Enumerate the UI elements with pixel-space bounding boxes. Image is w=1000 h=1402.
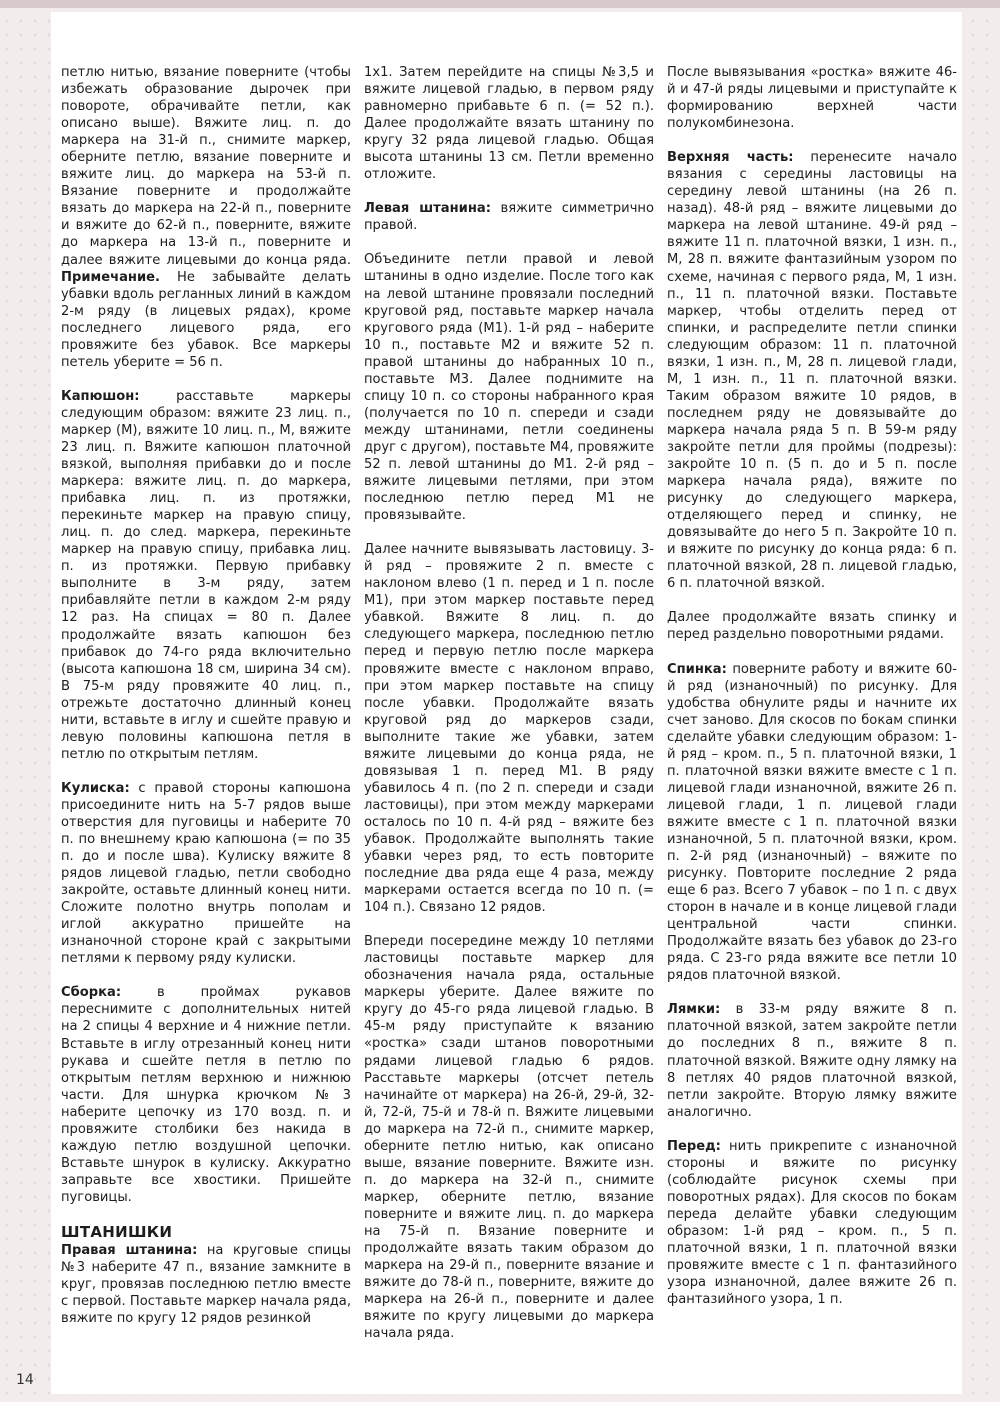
page-number: 14 [16,1372,34,1388]
paragraph-right-leg-continued: 1х1. Затем перейдите на спицы №3,5 и вяжите лицевой гладью, в первом ряду равномерно прибавьте 6 п. (= 52 п.). Далее продолжайте вязать штанину по кругу 32 ряда лицевой гладью. Общая высота штанины 13 см. Петли временно отложите. [364,65,654,183]
paragraph-top-part [667,149,957,592]
paragraph-gusset: Далее начните вывязывать ластовицу. 3-й ряд – провяжите 2 п. вместе с наклоном влево (1 п. перед и 1 п. после М1), при этом маркер поставьте перед убавкой. Вяжите 8 лиц. п. до следующего маркера, последнюю петлю перед и первую петлю после маркера провяжите вместе с наклоном вправо, при этом маркер поставьте на спицу после убавки. Продолжайте вязать круговой ряд до маркеров сзади, выполните такие же убавки, затем вяжите лицевыми до конца ряда, не довязывая 1 п. перед М1. В ряду убавилось 4 п. (по 2 п. спереди и сзади ластовицы), при этом между маркерами осталось по 10 п. 4-й ряд – вяжите без убавок. Продолжайте выполнять такие убавки через ряд, то есть повторите последние два ряда еще 4 раза, между маркерами остается всегда по 10 п. (= 104 п.). Связано 12 рядов. [364,542,654,916]
paragraph-hood [61,388,351,763]
hood-label: Капюшон: [61,388,140,404]
straps-label: Лямки: [667,1002,721,1018]
right-leg-label: Правая штанина: [61,1243,198,1258]
left-leg-label: Левая штанина: [364,201,491,217]
paragraph-front [667,1138,957,1308]
front-label: Перед: [667,1138,721,1154]
paragraph-back [667,661,957,985]
top-part-label: Верхняя часть: [667,150,794,166]
paragraph-straps [667,1001,957,1120]
straps-text: в 33-м ряду вяжите 8 п. платочной вязкой, затем закройте петли до последних 8 п., вяжите 8 п. платочной вязкой. Вяжите одну лямку на 8 петлях 40 рядов платочной вязкой, петли закройте. Вторую лямку вяжите аналогично. [667,1002,957,1120]
assembly-label: Сборка: [61,985,122,1001]
paragraph-short-rows: Впереди посередине между 10 петлями ластовицы поставьте маркер для обозначения начала ряда, остальные маркеры уберите. Далее вяжите по кругу до 45-го ряда лицевой гладью. В 45-м ряду приступайте к вязанию «ростка» сзади штанов поворотными рядами лицевой гладью 6 рядов. Расставьте маркеры (отсчет петель начинайте от маркера) на 26-й, 29-й, 32-й, 72-й, 75-й и 78-й п. Вяжите лицевыми до маркера на 72-й п., снимите маркер, оберните петлю нитью, как описано выше, вязание поверните. Вяжите изн. п. до маркера на 32-й п., снимите маркер, оберните петлю, вязание поверните и вяжите лиц. п. до маркера на 75-й п. Вязание поверните и продолжайте вязать таким образом до маркера на 29-й п., поверните вязание и вяжите до 78-й п., поверните, вяжите до маркера на 26-й п., поверните и далее вяжите по кругу лицевыми до маркера начала ряда. [364,934,654,1342]
drawstring-label: Кулиска: [61,780,130,796]
section-heading-pants: ШТАНИШКИ [61,1223,173,1241]
paragraph-right-leg [61,1242,351,1327]
right-leg-text: на круговые спицы №3 наберите 47 п., вязание замкните в круг, провязав последнюю петлю вместе с первой. Поставьте маркер начала ряда, вяжите по кругу 12 рядов резинкой [61,1243,351,1327]
hood-text: расставьте маркеры следующим образом: вяжите 23 лиц. п., маркер (М), вяжите 10 лиц. п., М, вяжите 23 лиц. п. Вяжите капюшон платочной вязкой, выполняя прибавки до и после маркера: вяжите лиц. п. до маркера, прибавка лиц. п. из протяжки, перекиньте маркер на правую спицу, лиц. п. до след. маркера, перекиньте маркер на правую спицу, прибавка лиц. п. из протяжки. Первую прибавку выполните в 3-м ряду, затем прибавляйте петли в каждом 2-м ряду 12 раз. На спицах = 80 п. Далее продолжайте вязать капюшон без прибавок до 74-го ряда включительно (высота капюшона 18 см, ширина 34 см). В 75-м ряду провяжите 40 лиц. п., отрежьте достаточно длинный конец нити, вставьте в иглу и сшейте правую и левую половины капюшона петля в петлю по открытым петлям. [61,388,351,762]
paragraph-drawstring [61,780,351,968]
text-column-3 [667,64,957,1308]
left-leg-text: вяжите симметрично правой. [364,201,655,234]
paragraph-raglan-continued [61,64,351,371]
page-sheet [51,12,962,1394]
paragraph-left-leg [364,200,654,234]
note-text: Не забывайте делать убавки вдоль регланных линий в каждом 2-м ряду (в лицевых рядах), кроме последнего лицевого ряда, его провяжите без убавок. Все маркеры петель уберите = 56 п. [61,269,351,370]
top-border-strip [0,0,1000,8]
text-column-1 [61,64,351,1327]
paragraph-after-short-rows: После вывязывания «ростка» вяжите 46-й и 47-й ряды лицевыми и приступайте к формированию верхней части полукомбинезона. [667,65,957,132]
assembly-text: в проймах рукавов переснимите с дополнительных нитей на 2 спицы 4 верхние и 4 нижние петли. Вставьте в иглу отрезанный конец нити рукава и сшейте петля в петлю по открытым петлям верхнюю и нижнюю части. Для шнурка крючком №3 наберите цепочку из 170 возд. п. и провяжите столбики без накида в каждую петлю воздушной цепочки. Вставьте шнурок в кулиску. Аккуратно заправьте все хвостики. Пришейте пуговицы. [61,985,351,1205]
back-text: поверните работу и вяжите 60-й ряд (изнаночный) по рисунку. Для удобства обнулите ряды и начните их счет заново. Для скосов по бокам спинки сделайте убавки следующим образом: 1-й ряд – кром. п., 5 п. платочной вязки, 1 п. платочной вязки вяжите вместе с 1 п. лицевой глади изнаночной, вяжите 26 п. лицевой глади, 1 п. лицевой глади вяжите вместе с 1 п. платочной вязки изнаночной, 5 п. платочной вязки, кром. п. 2-й ряд (изнаночный) – вяжите по рисунку. Повторите последние 2 ряда еще 6 раз. Всего 7 убавок – по 1 п. с двух сторон в начале и в конце лицевой глади центральной части спинки. Продолжайте вязать без убавок до 23-го ряда. С 23-го ряда вяжите все петли 10 рядов платочной вязкой. [667,661,957,984]
front-text: нить прикрепите с изнаночной стороны и вяжите по рисунку (соблюдайте рисунок схемы при поворотных рядах). Для скосов по бокам переда делайте убавки следующим образом: 1-й ряд – кром. п., 5 п. платочной вязки, 1 п. платочной вязки провяжите вместе с 1 п. фантазийного узора изнаночной, далее вяжите 26 п. фантазийного узора, 1 п. [667,1138,957,1308]
drawstring-text: с правой стороны капюшона присоедините нить на 5-7 рядов выше отверстия для пуговицы и наберите 70 п. по внешнему краю капюшона (= по 35 п. до и после шва). Кулиску вяжите 8 рядов лицевой гладью, петли свободно закройте, оставьте длинный конец нити. Сложите полотно внутрь пополам и иглой аккуратно пришейте на изнаночной стороне край с закрытыми петлями к первому ряду кулиски. [61,780,351,967]
paragraph-assembly [61,984,351,1206]
paragraph-text: петлю нитью, вязание поверните (чтобы избежать образование дырочек при повороте, обрачивайте петли, как описано выше). Вяжите лиц. п. до маркера на 31-й п., снимите маркер, оберните петлю, вязание поверните и вяжите лиц. до маркера на 53-й п. Вязание поверните и продолжайте вязать до маркера на 22-й п., поверните и вяжите до 62-й п., поверните, вяжите до маркера на 13-й п., поверните и далее вяжите лицевыми до конца ряда. [61,65,351,268]
paragraph-separate-rows: Далее продолжайте вязать спинку и перед раздельно поворотными рядами. [667,610,957,643]
note-label: Примечание. [61,269,160,285]
back-label: Спинка: [667,661,727,677]
top-part-text: перенесите начало вязания с середины ластовицы на середину левой штанины (на 26 п. назад). 48-й ряд – вяжите лицевыми до маркера на левой штанине. 49-й ряд – вяжите 11 п. платочной вязки, 1 изн. п., М, 28 п. вяжите фантазийным узором по схеме, начиная с первого ряда, М, 1 изн. п., 11 п. платочной вязки. Поставьте маркер, чтобы отделить перед от спинки, и распределите петли спинки следующим образом: 11 п. платочной вязки, 1 изн. п., М, 28 п. лицевой глади, М, 1 изн. п., 11 п. платочной вязки. Таким образом вяжите 10 рядов, в последнем ряду не довязывайте до маркера начала ряда 5 п. В 59-м ряду закройте петли для проймы (подрезы): закройте 10 п. (5 п. до и 5 п. после маркера начала ряда), вяжите по рисунку до следующего маркера, отделяющего перед и спинку, не довязывайте до него 5 п. Закройте 10 п. и вяжите по рисунку до конца ряда: 6 п. платочной вязкой, 28 п. лицевой гладью, 6 п. платочной вязкой. [667,150,957,592]
text-column-2 [364,64,654,1342]
paragraph-join-legs: Объедините петли правой и левой штанины в одно изделие. После того как на левой штанине провязали последний круговой ряд, поставьте маркер начала кругового ряда (М1). 1-й ряд – наберите 10 п., поставьте М2 и вяжите 52 п. правой штанины до набранных 10 п., поставьте М3. Далее поднимите на спицу 10 п. со стороны набранного края (получается по 10 п. спереди и сзади между штанинами, петли соединены друг с другом), поставьте М4, провяжите 52 п. левой штанины до М1. 2-й ряд – вяжите лицевыми петлями, при этом последнюю петлю перед М1 не провязывайте. [364,252,654,524]
